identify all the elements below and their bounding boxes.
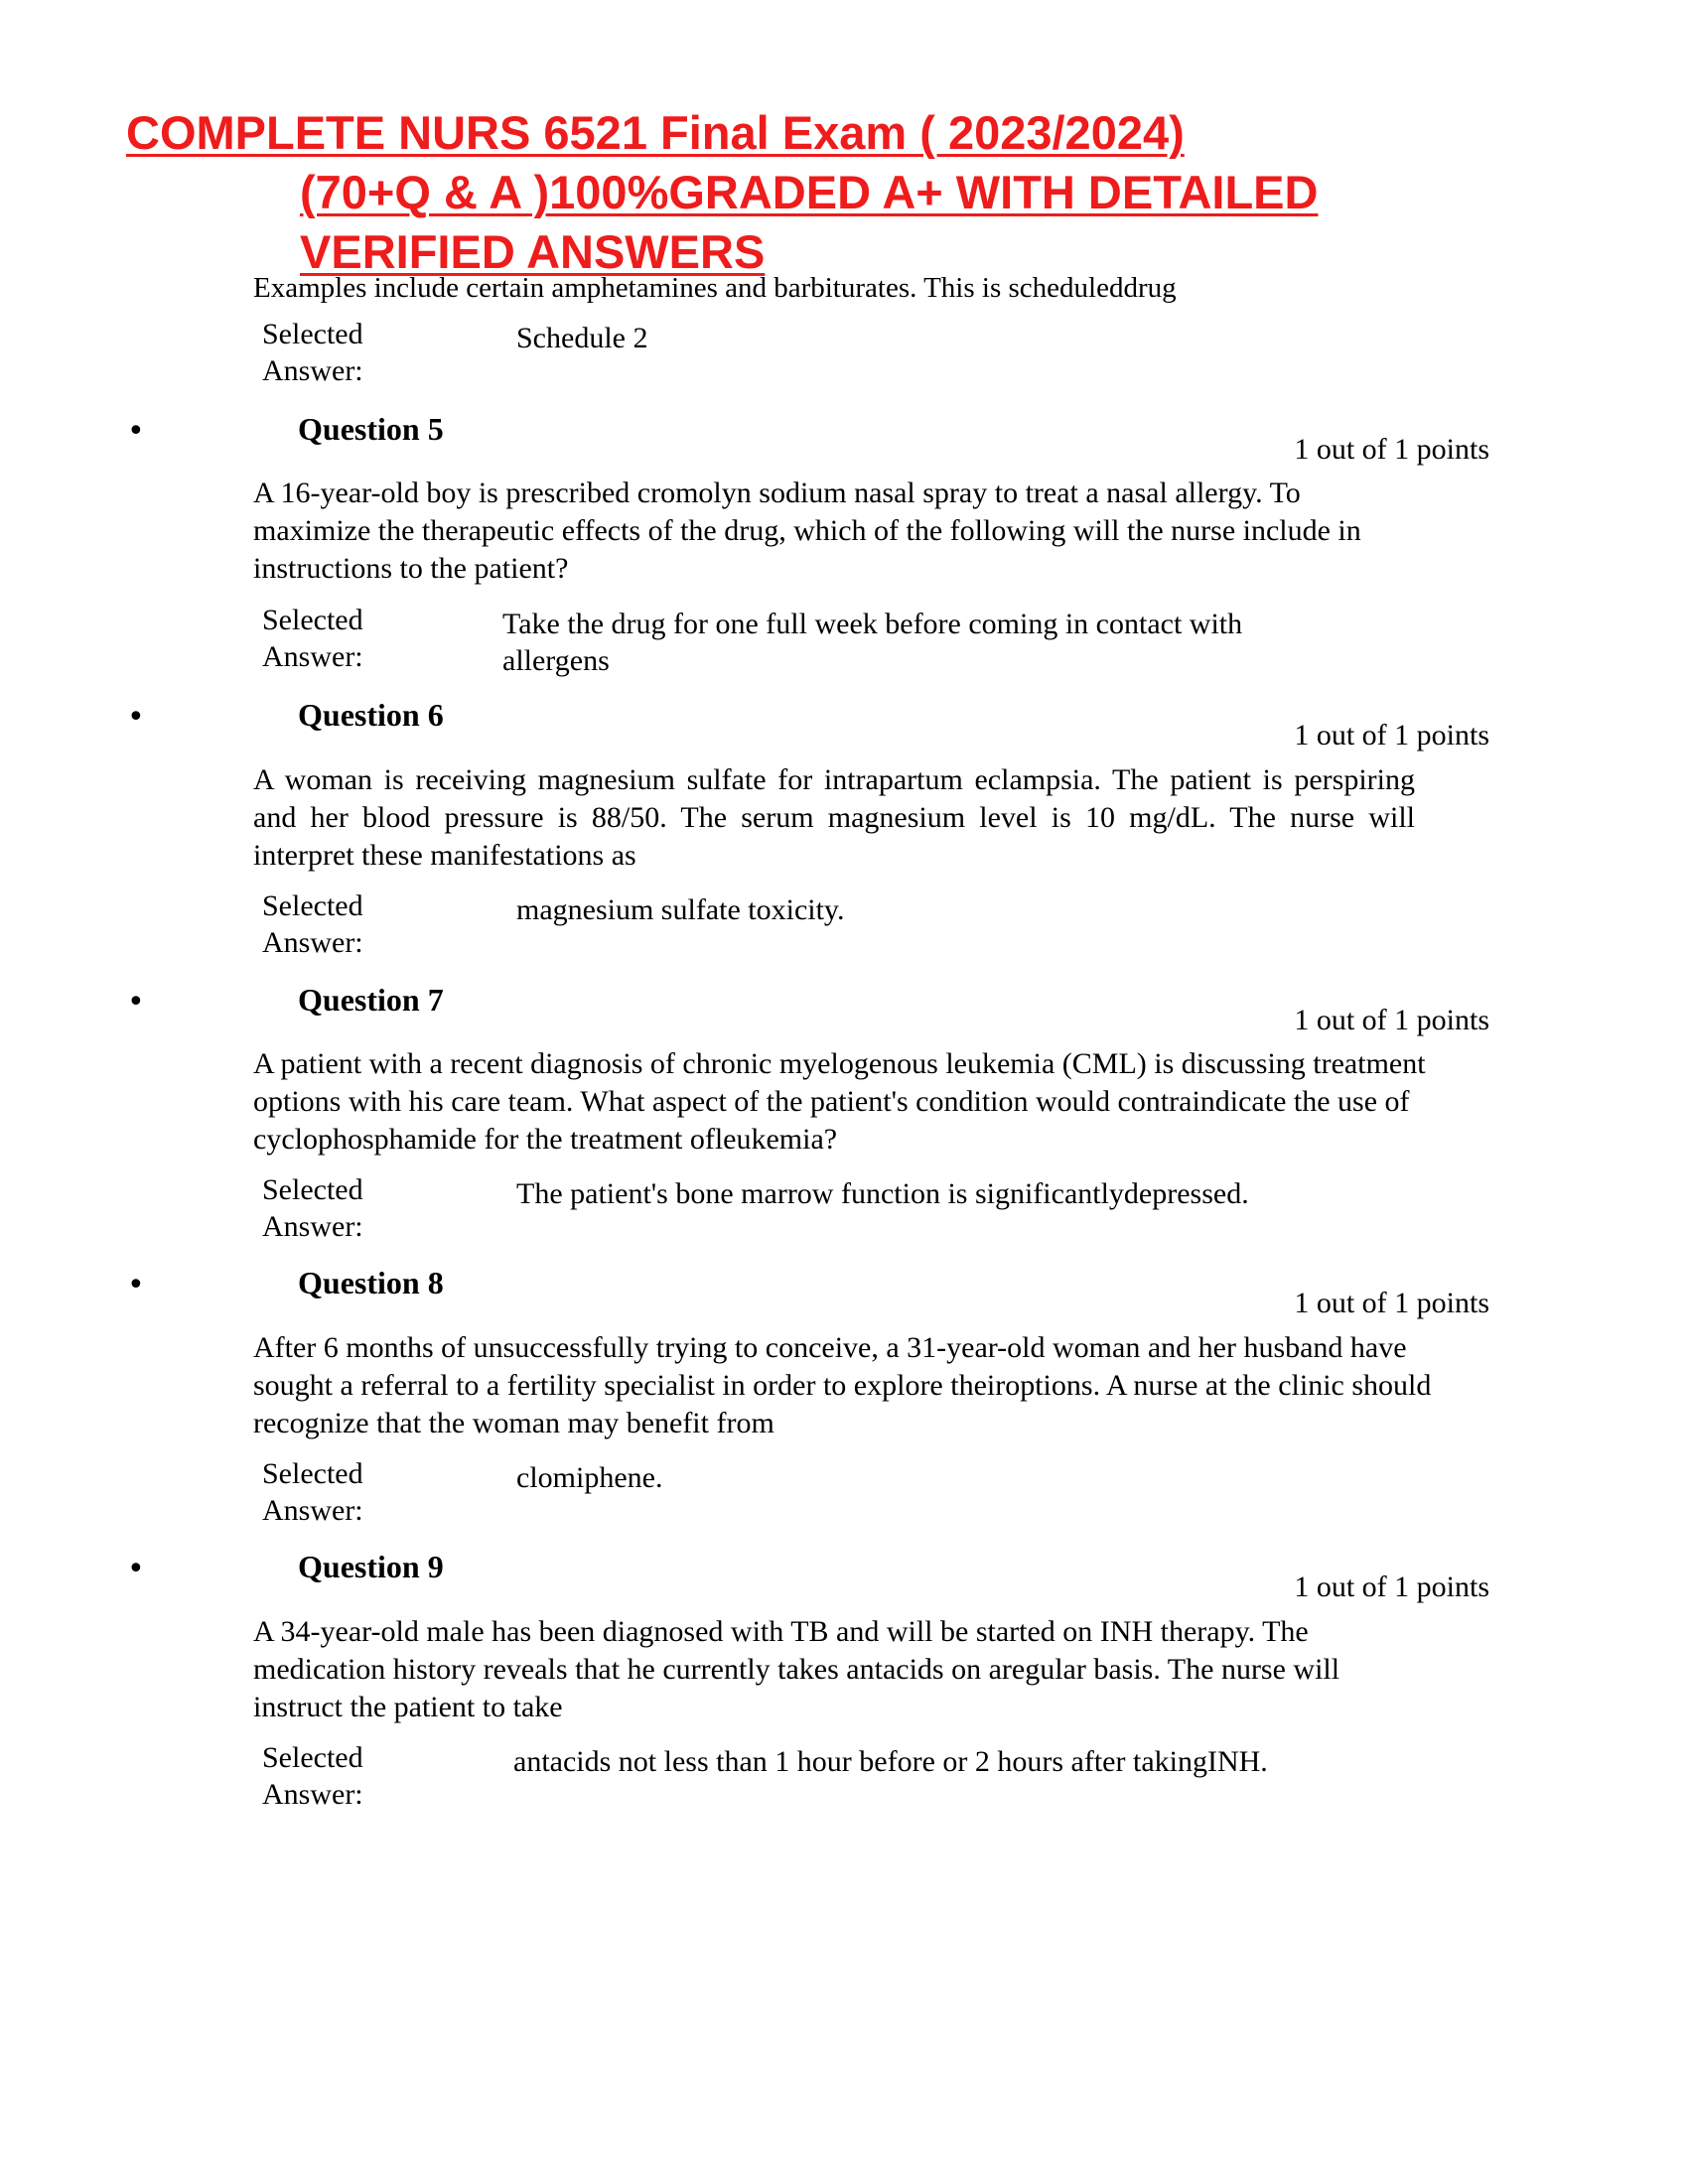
selected-answer-value: clomiphene. xyxy=(516,1461,663,1494)
question-heading: Question 6 xyxy=(298,697,444,733)
selected-answer-value: Schedule 2 xyxy=(516,322,648,354)
question-heading: Question 8 xyxy=(298,1265,444,1300)
selected-answer-value: antacids not less than 1 hour before or 2 hours after takingINH. xyxy=(513,1745,1268,1778)
selected-answer-label: Selected Answer: xyxy=(262,1457,363,1527)
selected-answer-label: Selected Answer: xyxy=(262,889,363,959)
selected-answer-value: The patient's bone marrow function is significantlydepressed. xyxy=(516,1177,1249,1210)
selected-answer-label: Selected Answer: xyxy=(262,318,363,387)
question-text: A patient with a recent diagnosis of chronic myelogenous leukemia (CML) is discussing treatment options with his care team. What aspect of the patient's condition would contraindicate the use of cyclophosphamide for the treatment ofleukemia? xyxy=(253,1047,1426,1156)
bullet-icon: • xyxy=(127,985,145,1020)
bullet-icon: • xyxy=(127,1268,145,1302)
question-points: 1 out of 1 points xyxy=(1294,1287,1489,1319)
question-points: 1 out of 1 points xyxy=(1294,433,1489,466)
question-text: After 6 months of unsuccessfully trying to conceive, a 31-year-old woman and her husband have sought a referral to a fertility specialist in order to explore theiroptions. A nurse at the clinic should recognize that the woman may benefit from xyxy=(253,1331,1432,1439)
title-line-2: (70+Q & A )100%GRADED A+ WITH DETAILED xyxy=(300,166,1319,218)
question-points: 1 out of 1 points xyxy=(1294,719,1489,751)
selected-answer-value: magnesium sulfate toxicity. xyxy=(516,893,845,926)
bullet-icon: • xyxy=(127,1552,145,1586)
document-title xyxy=(126,103,1318,282)
bullet-icon: • xyxy=(127,700,145,735)
selected-answer-value: Take the drug for one full week before coming in contact with allergens xyxy=(502,608,1243,677)
intro-question-text: Examples include certain amphetamines and barbiturates. This is scheduleddrug xyxy=(253,272,1177,304)
question-heading: Question 7 xyxy=(298,982,444,1018)
question-heading: Question 9 xyxy=(298,1549,444,1584)
question-heading: Question 5 xyxy=(298,411,444,447)
question-points: 1 out of 1 points xyxy=(1294,1004,1489,1036)
selected-answer-label: Selected Answer: xyxy=(262,604,363,673)
question-text: A woman is receiving magnesium sulfate for intrapartum eclampsia. The patient is perspiring and her blood pressure is 88/50. The serum magnesium level is 10 mg/dL. The nurse will interpret these manifestations as xyxy=(253,763,1415,872)
bullet-icon: • xyxy=(127,414,145,449)
title-line-3: VERIFIED ANSWERS xyxy=(300,225,766,278)
question-text: A 34-year-old male has been diagnosed with TB and will be started on INH therapy. The medication history reveals that he currently takes antacids on aregular basis. The nurse will instruct the patient to take xyxy=(253,1615,1340,1723)
question-points: 1 out of 1 points xyxy=(1294,1570,1489,1603)
selected-answer-label: Selected Answer: xyxy=(262,1741,363,1811)
selected-answer-label: Selected Answer: xyxy=(262,1173,363,1243)
title-line-1: COMPLETE NURS 6521 Final Exam ( 2023/2024) xyxy=(126,106,1185,159)
question-text: A 16-year-old boy is prescribed cromolyn sodium nasal spray to treat a nasal allergy. To maximize the therapeutic effects of the drug, which of the following will the nurse include in instructions to the patient? xyxy=(253,477,1361,585)
